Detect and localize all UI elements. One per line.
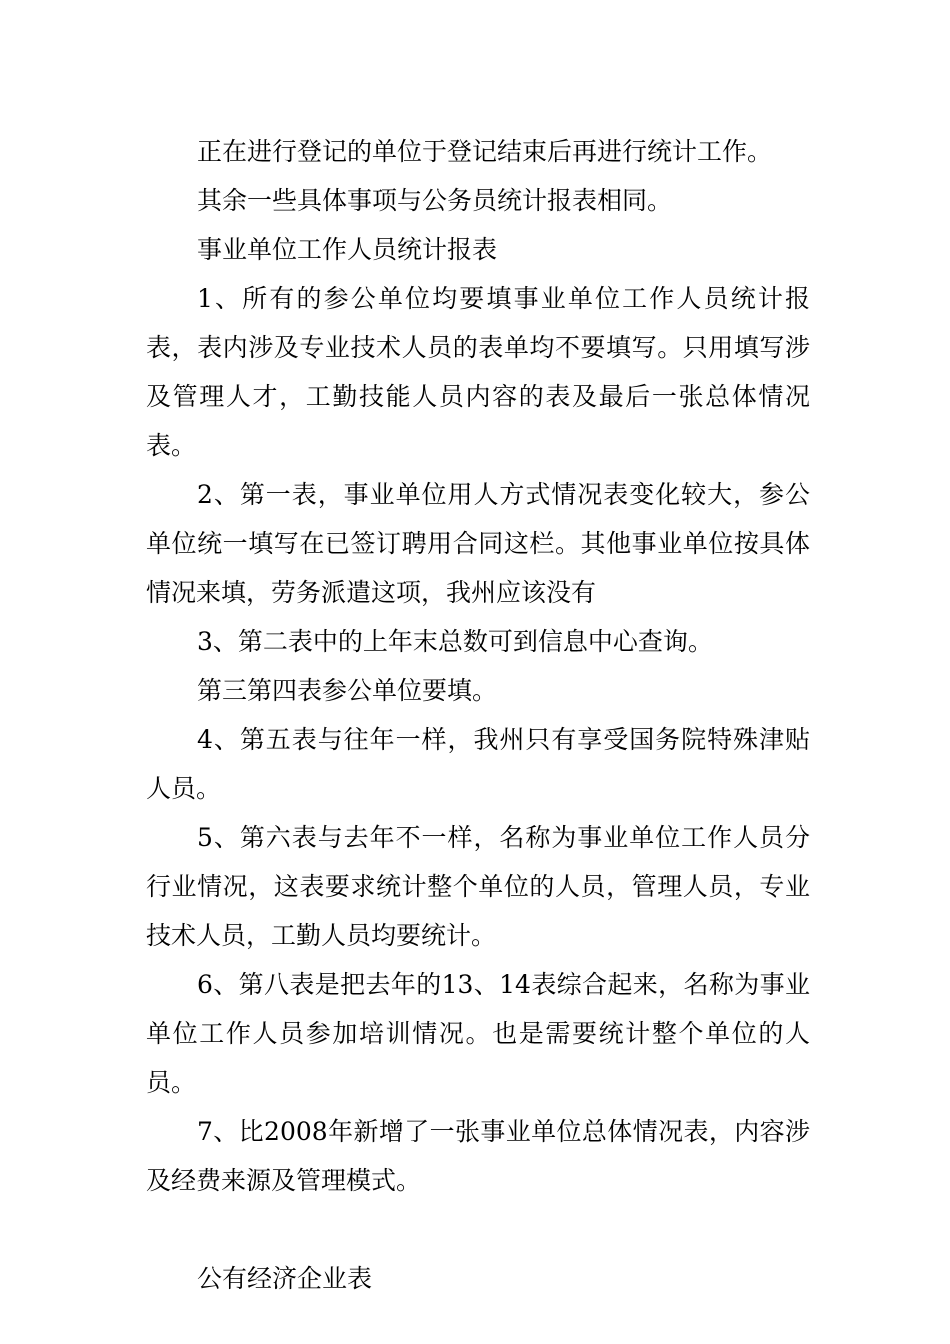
paragraph-item-2: 2、第一表，事业单位用人方式情况表变化较大，参公单位统一填写在已签订聘用合同这栏。其他事业单位按具体情况来填，劳务派遣这项，我州应该没有 bbox=[146, 480, 810, 607]
paragraph-item-3: 3、第二表中的上年末总数可到信息中心查询。 bbox=[197, 627, 713, 656]
paragraph-item-7: 7、比2008年新增了一张事业单位总体情况表，内容涉及经费来源及管理模式。 bbox=[146, 1117, 810, 1195]
document-body bbox=[146, 127, 810, 1303]
paragraph-tables-3-4: 第三第四表参公单位要填。 bbox=[197, 676, 498, 705]
paragraph-item-6: 6、第八表是把去年的13、14表综合起来，名称为事业单位工作人员参加培训情况。也是需要统计整个单位的人员。 bbox=[146, 970, 810, 1097]
section-heading-public-enterprise: 公有经济企业表 bbox=[197, 1264, 373, 1293]
paragraph-item-5: 5、第六表与去年不一样，名称为事业单位工作人员分行业情况，这表要求统计整个单位的人员，管理人员，专业技术人员，工勤人员均要统计。 bbox=[146, 823, 810, 950]
paragraph-item-1: 1、所有的参公单位均要填事业单位工作人员统计报表，表内涉及专业技术人员的表单均不要填写。只用填写涉及管理人才，工勤技能人员内容的表及最后一张总体情况表。 bbox=[146, 284, 810, 460]
paragraph-other-matters: 其余一些具体事项与公务员统计报表相同。 bbox=[197, 186, 673, 215]
paragraph-item-4: 4、第五表与往年一样，我州只有享受国务院特殊津贴人员。 bbox=[146, 725, 810, 803]
section-heading-institution-report: 事业单位工作人员统计报表 bbox=[197, 235, 498, 264]
paragraph-registration: 正在进行登记的单位于登记结束后再进行统计工作。 bbox=[197, 137, 773, 166]
